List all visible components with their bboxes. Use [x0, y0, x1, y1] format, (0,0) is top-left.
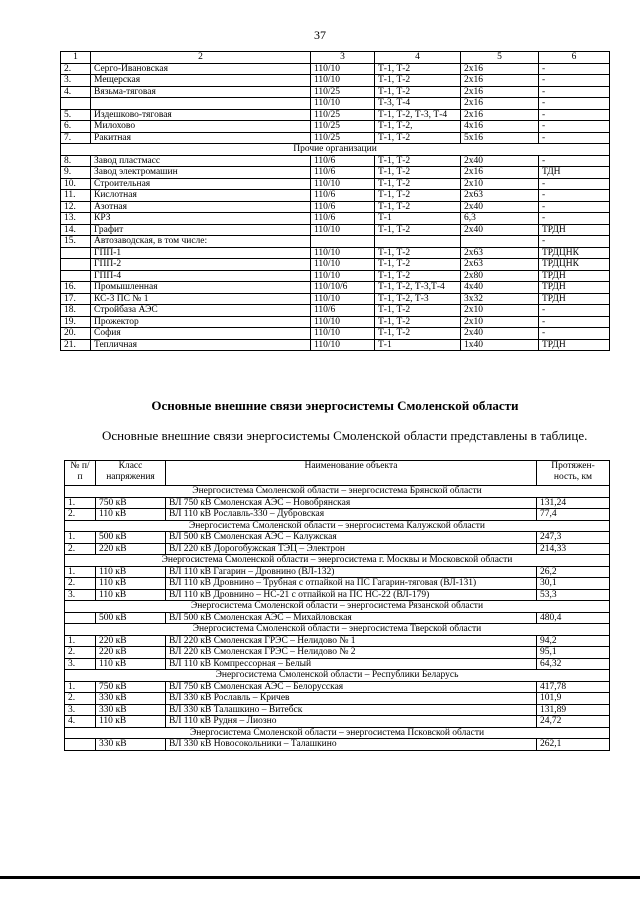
table-cell: 2.: [65, 647, 96, 659]
table-cell: 2.: [65, 509, 96, 521]
table-cell: 4х40: [461, 282, 539, 294]
table-cell: Т-1, Т-2, Т-3: [375, 293, 461, 305]
group-row: [65, 727, 610, 739]
table-row: [61, 293, 610, 305]
table-cell: 110/6: [311, 201, 375, 213]
table-cell: Т-1, Т-2: [375, 270, 461, 282]
table-row: [65, 693, 610, 705]
table-cell: 110 кВ: [96, 589, 166, 601]
table-cell: 3.: [65, 589, 96, 601]
table-cell: Строительная: [91, 178, 311, 190]
table-cell: 3.: [65, 658, 96, 670]
table-cell: 4.: [61, 86, 91, 98]
group-label: Энергосистема Смоленской области – энергосистема г. Москвы и Московской области: [65, 555, 610, 567]
group-label: Прочие организации: [61, 144, 610, 156]
table-cell: Т-1: [375, 339, 461, 351]
table-cell: 110 кВ: [96, 716, 166, 728]
table-cell: Азотная: [91, 201, 311, 213]
table-cell: Т-1, Т-2: [375, 201, 461, 213]
table-cell: ТРДЦНК: [539, 247, 610, 259]
table-cell: 5.: [61, 109, 91, 121]
external-links-table: [64, 460, 610, 751]
table-cell: 2х16: [461, 167, 539, 179]
table-cell: 262,1: [537, 739, 610, 751]
table-cell: ВЛ 110 кВ Рудня – Лиозно: [166, 716, 537, 728]
table-cell: 3.: [65, 704, 96, 716]
table-cell: 110/25: [311, 132, 375, 144]
table-cell: 110/10: [311, 224, 375, 236]
table-cell: 5х16: [461, 132, 539, 144]
table-cell: -: [539, 121, 610, 133]
table-cell: 110/25: [311, 86, 375, 98]
table-cell: 17.: [61, 293, 91, 305]
table-cell: 110/25: [311, 109, 375, 121]
header-cell: 2: [91, 52, 311, 64]
header-cell: Наименование объекта: [166, 461, 537, 486]
table-cell: Т-1, Т-2: [375, 167, 461, 179]
table-cell: ГПП-4: [91, 270, 311, 282]
table-cell: 2х10: [461, 305, 539, 317]
table-row: [61, 247, 610, 259]
table-cell: 110/10: [311, 247, 375, 259]
table-row: [61, 259, 610, 271]
table-cell: 2х63: [461, 259, 539, 271]
table-cell: 110/10/6: [311, 282, 375, 294]
table-cell: ТРДН: [539, 270, 610, 282]
table-cell: ТРДЦНК: [539, 259, 610, 271]
header-cell: 6: [539, 52, 610, 64]
table-cell: 1.: [65, 635, 96, 647]
table-cell: КС-3 ПС № 1: [91, 293, 311, 305]
table-cell: 2.: [61, 63, 91, 75]
table-row: [61, 270, 610, 282]
header-cell: Протяжен-ность, км: [537, 461, 610, 486]
table-cell: Т-1, Т-2, Т-3, Т-4: [375, 109, 461, 121]
table-row: [65, 716, 610, 728]
group-row: [61, 144, 610, 156]
table-cell: 110/10: [311, 270, 375, 282]
table-cell: -: [539, 236, 610, 248]
table-cell: -: [539, 132, 610, 144]
table-cell: 750 кВ: [96, 497, 166, 509]
table-cell: 18.: [61, 305, 91, 317]
table-cell: 500 кВ: [96, 532, 166, 544]
table-cell: [311, 236, 375, 248]
table-row: [65, 612, 610, 624]
table-cell: -: [539, 75, 610, 87]
page-number: 37: [314, 28, 326, 42]
table-cell: Ракитная: [91, 132, 311, 144]
group-label: Энергосистема Смоленской области – энергосистема Брянской области: [65, 486, 610, 498]
table-cell: 220 кВ: [96, 635, 166, 647]
table-cell: 417,78: [537, 681, 610, 693]
table-cell: -: [539, 305, 610, 317]
table-cell: ВЛ 500 кВ Смоленская АЭС – Калужская: [166, 532, 537, 544]
table-cell: 2.: [65, 543, 96, 555]
table-row: [65, 566, 610, 578]
table-cell: Милохово: [91, 121, 311, 133]
table-cell: ГПП-2: [91, 259, 311, 271]
table-cell: ВЛ 330 кВ Рославль – Кричев: [166, 693, 537, 705]
table-cell: 220 кВ: [96, 647, 166, 659]
table-cell: 11.: [61, 190, 91, 202]
table-cell: 750 кВ: [96, 681, 166, 693]
table-cell: [61, 270, 91, 282]
table-cell: 110/6: [311, 305, 375, 317]
table-cell: 2х40: [461, 155, 539, 167]
table-row: [61, 328, 610, 340]
table-row: [61, 63, 610, 75]
table-cell: ВЛ 330 кВ Новосокольники – Талашкино: [166, 739, 537, 751]
header-cell: 1: [61, 52, 91, 64]
table-row: [61, 190, 610, 202]
table-cell: ВЛ 220 кВ Дорогобужская ТЭЦ – Электрон: [166, 543, 537, 555]
table-cell: 21.: [61, 339, 91, 351]
table-row: [65, 543, 610, 555]
table-cell: 214,33: [537, 543, 610, 555]
table-cell: Т-1, Т-2: [375, 224, 461, 236]
table-cell: ВЛ 110 кВ Компрессорная – Белый: [166, 658, 537, 670]
table-cell: -: [539, 201, 610, 213]
table-cell: 330 кВ: [96, 693, 166, 705]
table-cell: 110/10: [311, 293, 375, 305]
table-row: [65, 497, 610, 509]
table-cell: 330 кВ: [96, 704, 166, 716]
table-cell: Промышленная: [91, 282, 311, 294]
table-cell: -: [539, 155, 610, 167]
table-cell: Т-1, Т-2: [375, 86, 461, 98]
table-cell: 110/10: [311, 178, 375, 190]
table-cell: Т-1, Т-2: [375, 132, 461, 144]
table-row: [61, 282, 610, 294]
table-cell: 2.: [65, 693, 96, 705]
table-cell: 20.: [61, 328, 91, 340]
table-cell: 2х16: [461, 75, 539, 87]
table-cell: 2х63: [461, 190, 539, 202]
table-cell: 131,24: [537, 497, 610, 509]
table-cell: 480,4: [537, 612, 610, 624]
table-row: [65, 578, 610, 590]
table-cell: 3х32: [461, 293, 539, 305]
group-label: Энергосистема Смоленской области – энергосистема Калужской области: [65, 520, 610, 532]
table-row: [65, 635, 610, 647]
table-cell: Мещерская: [91, 75, 311, 87]
table-cell: 1.: [65, 681, 96, 693]
table-row: [61, 155, 610, 167]
table-cell: 30,1: [537, 578, 610, 590]
table-cell: 15.: [61, 236, 91, 248]
table-cell: Т-1, Т-2, Т-3,Т-4: [375, 282, 461, 294]
table-cell: 1.: [65, 497, 96, 509]
table-cell: -: [539, 316, 610, 328]
table-cell: 110/6: [311, 155, 375, 167]
table-row: [61, 121, 610, 133]
table-cell: 110/6: [311, 167, 375, 179]
table-cell: Т-1, Т-2: [375, 155, 461, 167]
table-cell: 7.: [61, 132, 91, 144]
table-cell: 500 кВ: [96, 612, 166, 624]
table-cell: 2х16: [461, 109, 539, 121]
header-cell: № п/п: [65, 461, 96, 486]
table-row: [61, 316, 610, 328]
table-cell: 3.: [61, 75, 91, 87]
table-cell: -: [539, 190, 610, 202]
table-cell: Т-1, Т-2: [375, 75, 461, 87]
table-cell: 10.: [61, 178, 91, 190]
table-cell: Т-1, Т-2: [375, 63, 461, 75]
header-cell: Класс напряжения: [96, 461, 166, 486]
table-row: [61, 305, 610, 317]
table-cell: ВЛ 750 кВ Смоленская АЭС – Новобрянская: [166, 497, 537, 509]
table-cell: Серго-Ивановская: [91, 63, 311, 75]
table-cell: 1.: [65, 566, 96, 578]
table-cell: 13.: [61, 213, 91, 225]
table-row: [61, 224, 610, 236]
table-cell: Издешково-тяговая: [91, 109, 311, 121]
table-cell: 1.: [65, 532, 96, 544]
table-cell: 110/10: [311, 63, 375, 75]
table-cell: Автозаводская, в том числе:: [91, 236, 311, 248]
table-cell: 4.: [65, 716, 96, 728]
table-cell: [461, 236, 539, 248]
table-cell: ВЛ 110 кВ Дровнино – Трубная с отпайкой на ПС Гагарин-тяговая (ВЛ-131): [166, 578, 537, 590]
table-row: [61, 98, 610, 110]
table-cell: 4х16: [461, 121, 539, 133]
table-cell: 220 кВ: [96, 543, 166, 555]
table-cell: 110/10: [311, 98, 375, 110]
table-cell: Т-1, Т-2: [375, 178, 461, 190]
table-cell: ВЛ 500 кВ Смоленская АЭС – Михайловская: [166, 612, 537, 624]
group-label: Энергосистема Смоленской области – энергосистема Тверской области: [65, 624, 610, 636]
table-cell: ВЛ 220 кВ Смоленская ГРЭС – Нелидово № 2: [166, 647, 537, 659]
table-cell: ВЛ 110 кВ Гагарин – Дровнино (ВЛ-132): [166, 566, 537, 578]
table-cell: 2х16: [461, 63, 539, 75]
table-cell: 2х40: [461, 224, 539, 236]
table-cell: 14.: [61, 224, 91, 236]
table-row: [61, 132, 610, 144]
table-cell: [65, 612, 96, 624]
table-cell: 110 кВ: [96, 658, 166, 670]
table-cell: Вязьма-тяговая: [91, 86, 311, 98]
table-cell: -: [539, 328, 610, 340]
table-row: [61, 86, 610, 98]
table-cell: 77,4: [537, 509, 610, 521]
table-cell: 110/10: [311, 259, 375, 271]
table-cell: 1х40: [461, 339, 539, 351]
group-label: Энергосистема Смоленской области – Республики Беларусь: [65, 670, 610, 682]
table-cell: 110/6: [311, 190, 375, 202]
table-cell: ГПП-1: [91, 247, 311, 259]
group-row: [65, 520, 610, 532]
table-cell: ТРДН: [539, 293, 610, 305]
table-row: [61, 75, 610, 87]
table-cell: 12.: [61, 201, 91, 213]
table-cell: 2х10: [461, 178, 539, 190]
group-row: [65, 670, 610, 682]
table-cell: Т-1, Т-2: [375, 316, 461, 328]
table-cell: 2.: [65, 578, 96, 590]
table-row: [61, 178, 610, 190]
header-cell: 4: [375, 52, 461, 64]
table-cell: 9.: [61, 167, 91, 179]
table-cell: 247,3: [537, 532, 610, 544]
table-row: [65, 739, 610, 751]
table-row: [65, 509, 610, 521]
table-cell: 110 кВ: [96, 509, 166, 521]
table-cell: ВЛ 220 кВ Смоленская ГРЭС – Нелидово № 1: [166, 635, 537, 647]
table-cell: 19.: [61, 316, 91, 328]
table-cell: 110/10: [311, 75, 375, 87]
table-row: [65, 658, 610, 670]
table-cell: Т-1: [375, 213, 461, 225]
table-cell: Прожектор: [91, 316, 311, 328]
table-cell: -: [539, 63, 610, 75]
group-row: [65, 601, 610, 613]
table-cell: 64,32: [537, 658, 610, 670]
table-cell: -: [539, 86, 610, 98]
table-cell: Т-1, Т-2: [375, 247, 461, 259]
section-heading: Основные внешние связи энергосистемы Смоленской области: [151, 398, 519, 413]
bottom-rule: [0, 876, 640, 879]
table-cell: Т-1, Т-2: [375, 305, 461, 317]
table-cell: Т-1, Т-2: [375, 190, 461, 202]
substations-table: [60, 51, 610, 351]
table-cell: 2х80: [461, 270, 539, 282]
table-row: [61, 167, 610, 179]
table-cell: -: [539, 98, 610, 110]
table-row: [65, 647, 610, 659]
table-row: [65, 589, 610, 601]
table-header-row: [61, 52, 610, 64]
table-cell: 95,1: [537, 647, 610, 659]
table-cell: ТРДН: [539, 282, 610, 294]
table-cell: 6,3: [461, 213, 539, 225]
table-cell: 26,2: [537, 566, 610, 578]
table-row: [61, 109, 610, 121]
table-cell: [65, 739, 96, 751]
table-cell: 2х40: [461, 328, 539, 340]
table-cell: ТРДН: [539, 339, 610, 351]
table-cell: 110/6: [311, 213, 375, 225]
table-cell: 8.: [61, 155, 91, 167]
table-cell: 110/10: [311, 316, 375, 328]
table-cell: ВЛ 110 кВ Рославль-330 – Дубровская: [166, 509, 537, 521]
table-cell: [375, 236, 461, 248]
table-cell: 110/10: [311, 328, 375, 340]
table-cell: Графит: [91, 224, 311, 236]
table-cell: ТДН: [539, 167, 610, 179]
table-cell: 101,9: [537, 693, 610, 705]
table-cell: -: [539, 109, 610, 121]
table-row: [61, 236, 610, 248]
table-cell: Завод пластмасс: [91, 155, 311, 167]
table-cell: ТРДН: [539, 224, 610, 236]
table-cell: -: [539, 213, 610, 225]
table-header-row: [65, 461, 610, 486]
table-cell: -: [539, 178, 610, 190]
table-row: [65, 704, 610, 716]
table-cell: ВЛ 110 кВ Дровнино – НС-21 с отпайкой на ПС НС-22 (ВЛ-179): [166, 589, 537, 601]
group-row: [65, 555, 610, 567]
table-cell: КРЗ: [91, 213, 311, 225]
group-row: [65, 486, 610, 498]
intro-paragraph: Основные внешние связи энергосистемы Смоленской области представлены в таблице.: [102, 428, 588, 443]
header-cell: 5: [461, 52, 539, 64]
table-cell: 2х63: [461, 247, 539, 259]
table-row: [65, 532, 610, 544]
table-cell: 330 кВ: [96, 739, 166, 751]
table-cell: 110/25: [311, 121, 375, 133]
table-row: [61, 339, 610, 351]
table-cell: 2х16: [461, 86, 539, 98]
table-cell: Стройбаза АЭС: [91, 305, 311, 317]
table-cell: [61, 247, 91, 259]
table-row: [65, 681, 610, 693]
table-cell: 94,2: [537, 635, 610, 647]
group-row: [65, 624, 610, 636]
table-cell: [91, 98, 311, 110]
group-label: Энергосистема Смоленской области – энергосистема Псковской области: [65, 727, 610, 739]
header-cell: 3: [311, 52, 375, 64]
table-cell: 2х16: [461, 98, 539, 110]
table-cell: 16.: [61, 282, 91, 294]
table-cell: [61, 98, 91, 110]
table-cell: 6.: [61, 121, 91, 133]
table-cell: 53,3: [537, 589, 610, 601]
table-cell: София: [91, 328, 311, 340]
table-cell: [61, 259, 91, 271]
table-cell: 2х40: [461, 201, 539, 213]
table-cell: 131,89: [537, 704, 610, 716]
table-cell: 110/10: [311, 339, 375, 351]
table-cell: 110 кВ: [96, 578, 166, 590]
table-cell: ВЛ 750 кВ Смоленская АЭС – Белорусская: [166, 681, 537, 693]
table-cell: ВЛ 330 кВ Талашкино – Витебск: [166, 704, 537, 716]
table-cell: Т-1, Т-2: [375, 259, 461, 271]
table-cell: Т-1, Т-2: [375, 328, 461, 340]
table-cell: Т-3, Т-4: [375, 98, 461, 110]
table-cell: Тепличная: [91, 339, 311, 351]
table-cell: Кислотная: [91, 190, 311, 202]
table-cell: 2х10: [461, 316, 539, 328]
table-cell: Т-1, Т-2,: [375, 121, 461, 133]
table-cell: 24,72: [537, 716, 610, 728]
group-label: Энергосистема Смоленской области – энергосистема Рязанской области: [65, 601, 610, 613]
table-row: [61, 201, 610, 213]
table-row: [61, 213, 610, 225]
table-cell: Завод электромашин: [91, 167, 311, 179]
table-cell: 110 кВ: [96, 566, 166, 578]
